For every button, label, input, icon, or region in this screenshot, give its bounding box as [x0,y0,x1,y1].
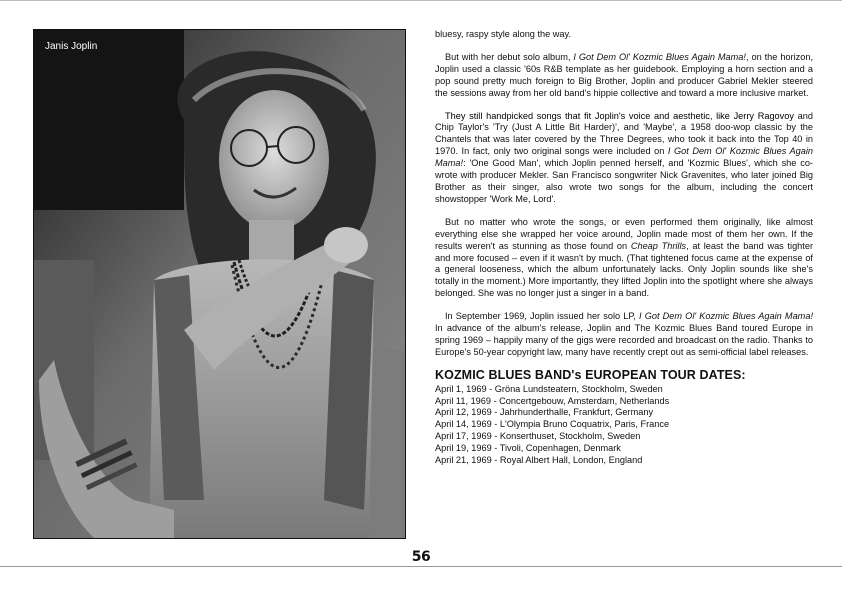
tour-date-item: April 21, 1969 - Royal Albert Hall, London, England [435,455,643,466]
lead-fragment: bluesy, raspy style along the way. [435,29,572,39]
article-text-column [435,29,813,467]
semi-official-releases: semi-official label releases. [698,346,809,357]
tour-date-item: April 17, 1969 - Konserthuset, Stockholm, Sweden [435,431,641,442]
tour-dates-list [435,384,813,467]
page-bottom-rule [0,566,842,567]
tour-date-item: April 1, 1969 - Gröna Lundsteatern, Stockholm, Sweden [435,383,663,394]
tour-date-item: April 11, 1969 - Concertgebouw, Amsterdam, Netherlands [435,395,670,406]
album-title: I Got Dem Ol' Kozmic Blues Again Mama! [435,146,814,169]
album-title: I Got Dem Ol' Kozmic Blues Again Mama! [573,51,746,62]
album-title-cheap-thrills: Cheap Thrills [630,240,687,251]
tour-date-item: April 19, 1969 - Tivoli, Copenhagen, Denmark [435,443,621,454]
tour-date-item: April 12, 1969 - Jahrhunderthalle, Frankfurt, Germany [435,407,654,418]
paragraph-no-matter: But no matter who wrote the songs, or even performed them originally, like almost everything else she wrapped her voice around, Joplin made most of them her own. If the results weren't as stunning as those found on Cheap Thrills, at least the band was tighter and more focused – even if it wasn't by much. (That tightened focus came at the expense of a general looseness, which the album unfortunately lacks. Only Joplin sounds like she's totally in the moment.) More importantly, they lifted Joplin into the spotlight where she always belonged. She was no longer just a singer in a band. [435,216,814,299]
photo-illustration [34,30,405,538]
photo-janis-joplin [33,29,406,539]
tour-date-item: April 14, 1969 - L'Olympia Bruno Coquatrix, Paris, France [435,419,670,430]
album-title: I Got Dem Ol' Kozmic Blues Again Mama! [639,311,813,322]
photo-caption: Janis Joplin [45,41,98,52]
page-top-border [0,0,842,1]
tour-dates-heading: KOZMIC BLUES BAND's EUROPEAN TOUR DATES: [435,367,746,382]
paragraph-handpicked-songs: They still handpicked songs that fit Joplin's voice and aesthetic, like Jerry Ragovoy and Chip Taylor's 'Try (Just A Little Bit Harder)', and 'Maybe', a 1958 doo-wop classic by the Chantels that was later covered by the Three Degrees, who took it back into the Top 40 in 1970. In fact, only two original songs were included on I Got Dem Ol' Kozmic Blues Again Mama!: 'One Good Man', which Joplin penned herself, and 'Kozmic Blues', which she co-wrote with producer Mekler. San Francisco songwriter Nick Gravenites, who later joined Big Brother as their singer, also wrote two songs for the album, including the concert showstopper 'Work Me, Lord'. [435,110,814,204]
paragraph-debut-album: But with her debut solo album, I Got Dem Ol' Kozmic Blues Again Mama!, on the horizon, Joplin used a classic '60s R&B template as her guidebook. Employing a horn section and a pop sound pretty much foreign to Big Brother, Joplin and producer Gabriel Mekler steered the sessions away from her old band's hippie collective and toward a more inclusive market. [435,51,814,98]
page-number: 56 [411,549,431,565]
highlighted-sentence: They still handpicked songs that fit Joplin's voice and aesthetic, like Jerry Ragovoy [445,110,794,121]
paragraph-september-1969: In September 1969, Joplin issued her solo LP, I Got Dem Ol' Kozmic Blues Again Mama! In advance of the album's release, Joplin and The Kozmic Blues Band toured Europe in spring 1969 – happily many of the gigs were recorded and broadcast on the radio. Thanks to Europe's 50-year copyright law, many have recently crept out as semi-official label releases. [435,311,813,357]
